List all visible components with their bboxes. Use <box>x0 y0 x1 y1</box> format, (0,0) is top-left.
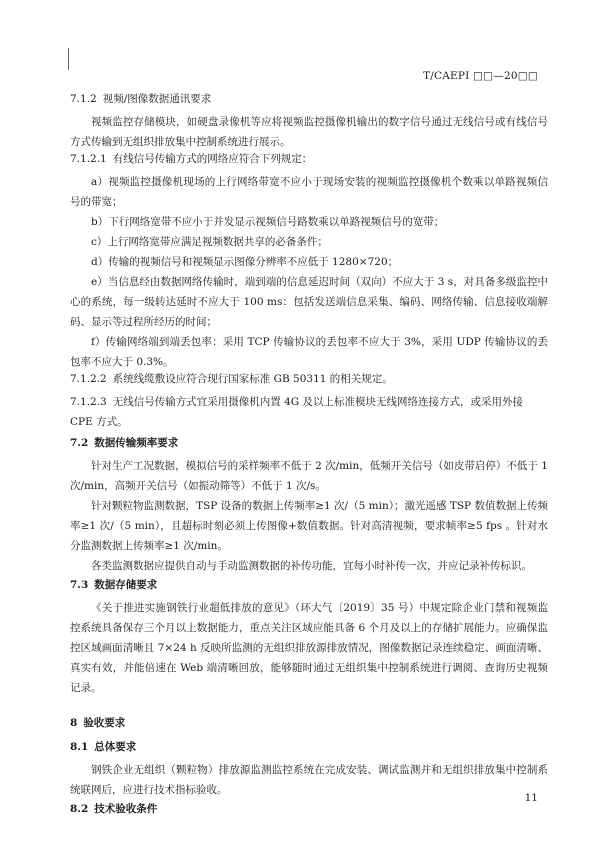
section-number: 8 <box>70 717 78 729</box>
paragraph: a）视频监控摄像机现场的上行网络带宽不应小于现场安装的视频监控摄像机个数乘以单路视频信号的带宽； <box>70 176 548 208</box>
document-body <box>70 92 548 822</box>
section-title: 无线信号传输方式宜采用摄像机内置 4G 及以上标准模块无线网络连接方式，或采用外接 CPE 方式。 <box>70 396 523 428</box>
document-code: T/CAEPI □□—20□□ <box>423 70 538 82</box>
section-heading <box>70 372 548 386</box>
section-number: 7.1.2.2 <box>70 373 107 385</box>
section-number: 8.1 <box>70 741 89 753</box>
section-title: 视频/图像数据通讯要求 <box>102 93 212 105</box>
paragraph: 针对颗粒物监测数据，TSP 设备的数据上传频率≥1 次/（5 min）；激光遥感 TSP 数值数据上传频率≥1 次/（5 min），且超标时刻必须上传图像+数值数据。针对高清视频，要求帧率≥5 fps 。针对水分监测数据上传频率≥1 次/min。 <box>70 500 548 552</box>
paragraph: 视频监控存储模块，如硬盘录像机等应将视频监控摄像机输出的数字信号通过无线信号或有线信号方式传输到无组织排放集中控制系统进行展示。 <box>70 116 548 148</box>
paragraph: 《关于推进实施钢铁行业超低排放的意见》（环大气〔2019〕35 号）中规定除企业门禁和视频监控系统具备保存三个月以上数据能力，重点关注区域应能具备 6 个月及以上的存储扩展能力。应确保监控区域画面清晰且 7×24 h 反映所监测的无组织排放源排放情况，图像数据记录连续稳定、画面清晰、真实有效，并能倍速在 Web 端清晰回放，能够随时通过无组织集中控制系统进行调阅、查询历史视频记录。 <box>70 602 548 694</box>
section-number: 7.1.2.1 <box>70 153 107 165</box>
section-title: 技术验收条件 <box>94 803 158 815</box>
section-heading <box>70 92 548 106</box>
corner-crop-mark <box>68 48 69 70</box>
section-heading <box>70 152 548 166</box>
section-heading <box>70 716 548 730</box>
paragraph: c）上行网络宽带应满足视频数据共享的必备条件； <box>91 236 328 248</box>
page-number: 11 <box>524 792 538 804</box>
section-title: 数据传输频率要求 <box>94 437 179 449</box>
section-heading <box>70 578 548 592</box>
section-number: 7.3 <box>70 579 89 591</box>
section-heading <box>70 436 548 450</box>
section-title: 总体要求 <box>94 741 137 753</box>
paragraph: d）传输的视频信号和视频显示图像分辨率不应低于 1280×720； <box>91 256 399 268</box>
paragraph: 钢铁企业无组织（颗粒物）排放源监测监控系统在完成安装、调试监测并和无组织排放集中控制系统联网后，应进行技术指标验收。 <box>70 764 548 796</box>
section-number: 7.1.2.3 <box>70 396 107 408</box>
section-number: 7.2 <box>70 437 89 449</box>
paragraph: e）当信息经由数据网络传输时，端到端的信息延迟时间（双向）不应大于 3 s，对具备多级监控中心的系统，每一级转达延时不应大于 100 ms：包括发送端信息采集、编码、网络传输、信息接收端解码、显示等过程所经历的时间； <box>70 276 548 328</box>
paragraph: 各类监测数据应提供自动与手动监测数据的补传功能，宜每小时补传一次，并应记录补传标识。 <box>91 560 532 572</box>
paragraph: 针对生产工况数据，模拟信号的采样频率不低于 2 次/min，低频开关信号（如皮带启停）不低于 1 次/min，高频开关信号（如振动筛等）不低于 1 次/s。 <box>70 460 548 492</box>
paragraph: b）下行网络宽带不应小于并发显示视频信号路数乘以单路视频信号的宽带； <box>91 216 445 228</box>
section-heading <box>70 802 548 816</box>
section-title: 系统线缆敷设应符合现行国家标准 GB 50311 的相关规定。 <box>112 373 393 385</box>
section-heading <box>70 740 548 754</box>
section-heading <box>70 392 548 432</box>
section-title: 数据存储要求 <box>94 579 158 591</box>
section-title: 有线信号传输方式的网络应符合下列规定： <box>112 153 313 165</box>
section-number: 7.1.2 <box>70 93 97 105</box>
section-number: 8.2 <box>70 803 89 815</box>
section-gap <box>70 698 548 716</box>
section-title: 验收要求 <box>83 717 126 729</box>
paragraph: f）传输网络端到端丢包率：采用 TCP 传输协议的丢包率不应大于 3%，采用 UDP 传输协议的丢包率不应大于 0.3%。 <box>70 336 548 368</box>
